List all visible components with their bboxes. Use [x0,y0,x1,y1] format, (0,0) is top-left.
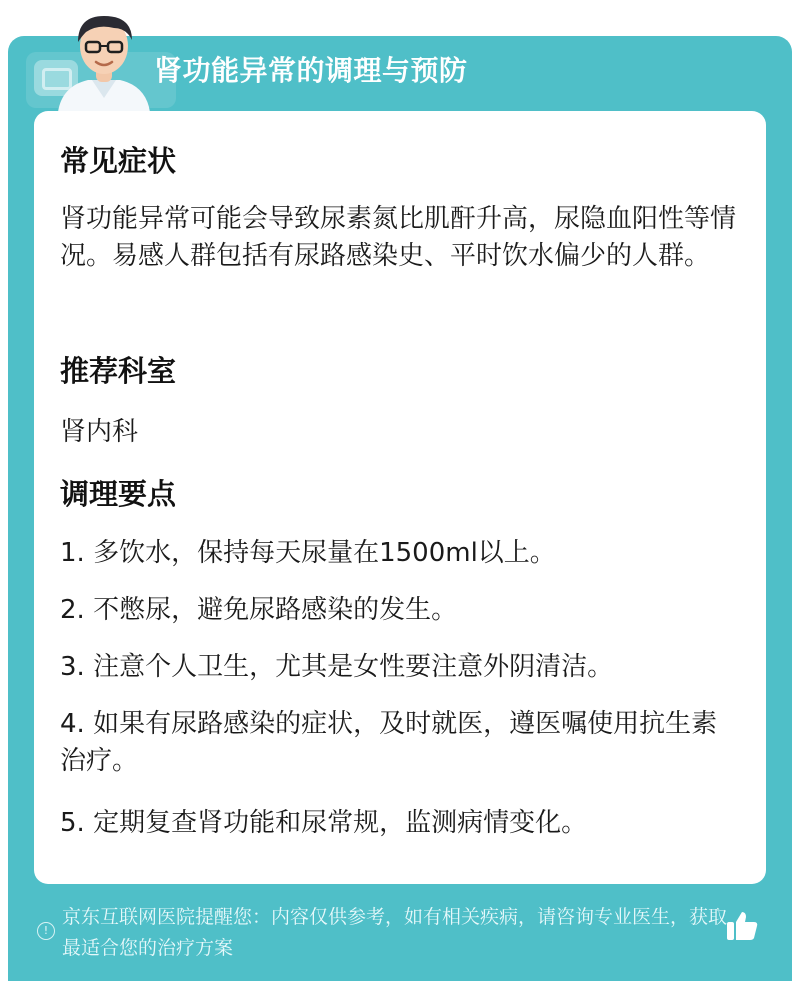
section-title-care: 调理要点 [60,477,177,511]
department-text: 肾内科 [60,417,139,447]
thumbs-up-icon[interactable] [724,908,760,944]
footer-disclaimer: 京东互联网医院提醒您：内容仅供参考，如有相关疾病，请咨询专业医生，获取最适合您的治疗方案 [62,906,728,959]
care-item-2: 2. 不憋尿，避免尿路感染的发生。 [60,595,458,625]
doctor-avatar-icon [48,6,160,112]
section-title-department: 推荐科室 [60,354,177,388]
care-item-5: 5. 定期复查肾功能和尿常规，监测病情变化。 [60,808,588,838]
symptoms-text: 肾功能异常可能会导致尿素氮比肌酐升高，尿隐血阳性等情况。易感人群包括有尿路感染史、平时饮水偏少的人群。 [60,204,737,271]
care-item-4: 4. 如果有尿路感染的症状，及时就医，遵医嘱使用抗生素治疗。 [60,709,718,776]
section-title-symptoms: 常见症状 [60,144,177,178]
content-card [34,111,766,884]
care-item-1: 1. 多饮水，保持每天尿量在1500ml以上。 [60,538,556,568]
page-title: 肾功能异常的调理与预防 [154,54,468,87]
info-icon: ! [37,922,55,940]
care-item-3: 3. 注意个人卫生，尤其是女性要注意外阴清洁。 [60,652,614,682]
